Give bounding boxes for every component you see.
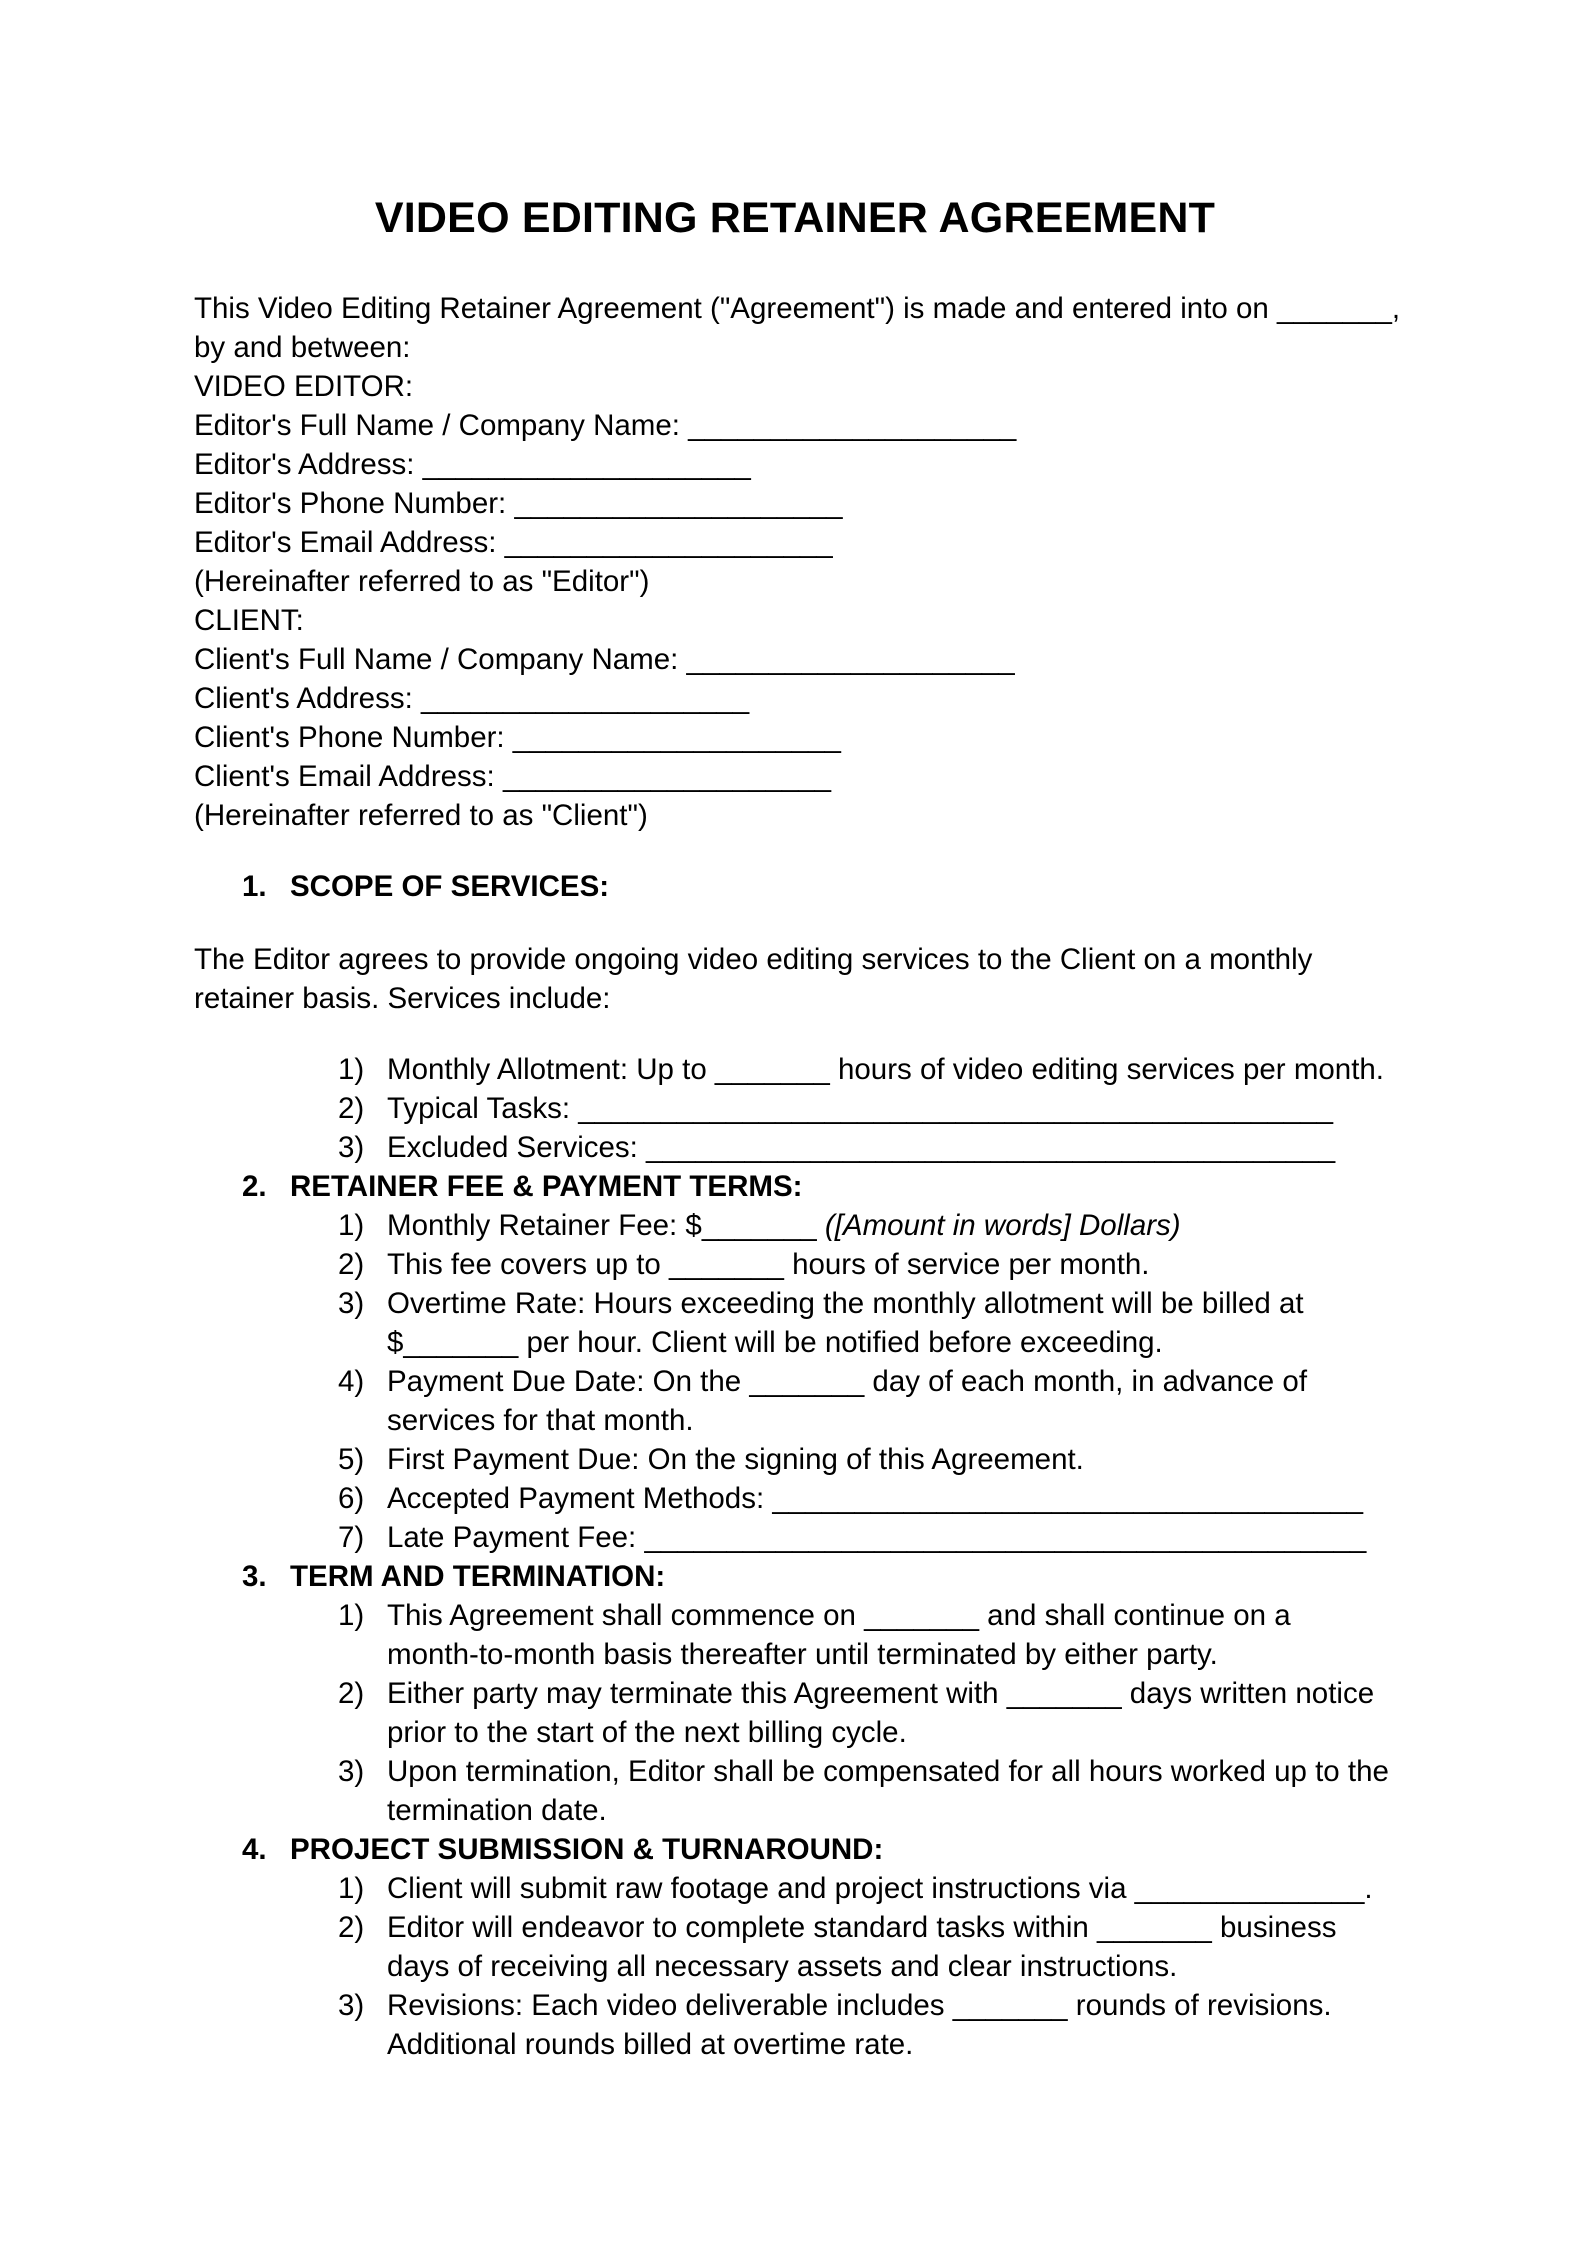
list-item (338, 1986, 1418, 2064)
list-marker: 4) (338, 1365, 365, 1398)
client-reference: (Hereinafter referred to as "Client") (194, 799, 648, 832)
list-item-text: Payment Due Date: On the _______ day of each month, in advance of (387, 1365, 1308, 1398)
list-marker: 2) (338, 1092, 365, 1125)
paragraph-line: retainer basis. Services include: (194, 982, 611, 1015)
editor-reference: (Hereinafter referred to as "Editor") (194, 565, 650, 598)
list-item-text: Overtime Rate: Hours exceeding the monthly allotment will be billed at (387, 1287, 1304, 1320)
list-marker: 1) (338, 1599, 365, 1632)
list-item-text: Accepted Payment Methods: ____________________________________ (387, 1482, 1363, 1515)
list-item (338, 1596, 1418, 1674)
list-marker: 3) (338, 1989, 365, 2022)
intro-line: This Video Editing Retainer Agreement ("Agreement") is made and entered into on _______, (194, 292, 1401, 325)
list-item-text: prior to the start of the next billing cycle. (387, 1716, 907, 1749)
list-item-text: days of receiving all necessary assets and clear instructions. (387, 1950, 1178, 1983)
editor-name-field: Editor's Full Name / Company Name: ____________________ (194, 409, 1017, 442)
list-marker: 2) (338, 1677, 365, 1710)
list-item-text: Additional rounds billed at overtime rate. (387, 2028, 914, 2061)
list-item-text: Revisions: Each video deliverable includes _______ rounds of revisions. (387, 1989, 1332, 2022)
editor-email-field: Editor's Email Address: ____________________ (194, 526, 833, 559)
editor-heading: VIDEO EDITOR: (194, 370, 414, 403)
client-email-field: Client's Email Address: ____________________ (194, 760, 832, 793)
section-heading (242, 867, 609, 906)
list-marker: 2) (338, 1248, 365, 1281)
list-item (338, 1206, 1418, 1245)
section-paragraph (194, 940, 1424, 1018)
intro-block (194, 289, 1424, 835)
list-item-text: $_______ per hour. Client will be notified before exceeding. (387, 1326, 1163, 1359)
list-marker: 1) (338, 1209, 365, 1242)
list-marker: 1) (338, 1872, 365, 1905)
section-number: 4. (242, 1833, 267, 1866)
section-heading (242, 1167, 802, 1206)
list-item-text: Typical Tasks: ______________________________________________ (387, 1092, 1333, 1125)
list-item-text: month-to-month basis thereafter until terminated by either party. (387, 1638, 1218, 1671)
list-item (338, 1674, 1418, 1752)
list-item-text: services for that month. (387, 1404, 694, 1437)
list-marker: 3) (338, 1131, 365, 1164)
list-item-text: This Agreement shall commence on _______ and shall continue on a (387, 1599, 1291, 1632)
list-item-text: Late Payment Fee: ____________________________________________ (387, 1521, 1367, 1554)
list-item (338, 1362, 1418, 1440)
section-number: 1. (242, 870, 267, 903)
paragraph-line: The Editor agrees to provide ongoing video editing services to the Client on a monthly (194, 943, 1313, 976)
list-item (338, 1128, 1418, 1167)
submission-list (338, 1869, 1418, 2064)
fee-text: Monthly Retainer Fee: $_______ (387, 1209, 825, 1242)
list-item-text: termination date. (387, 1794, 607, 1827)
list-item (338, 1869, 1418, 1908)
list-marker: 6) (338, 1482, 365, 1515)
section-number: 2. (242, 1170, 267, 1203)
list-marker: 5) (338, 1443, 365, 1476)
amount-in-words: ([Amount in words] Dollars) (824, 1209, 1181, 1242)
section-title: PROJECT SUBMISSION & TURNAROUND: (290, 1833, 884, 1866)
client-address-field: Client's Address: ____________________ (194, 682, 750, 715)
list-item (338, 1050, 1418, 1089)
list-item-text: This fee covers up to _______ hours of service per month. (387, 1248, 1150, 1281)
section-title: TERM AND TERMINATION: (290, 1560, 666, 1593)
list-item (338, 1089, 1418, 1128)
document-title: VIDEO EDITING RETAINER AGREEMENT (374, 194, 1216, 242)
client-name-field: Client's Full Name / Company Name: ____________________ (194, 643, 1015, 676)
list-item-text: Excluded Services: __________________________________________ (387, 1131, 1336, 1164)
list-item (338, 1908, 1418, 1986)
list-item (338, 1284, 1418, 1362)
list-item-text: First Payment Due: On the signing of this Agreement. (387, 1443, 1084, 1476)
scope-list (338, 1050, 1418, 1167)
fee-list (338, 1206, 1418, 1557)
list-marker: 3) (338, 1755, 365, 1788)
list-item-text (387, 1206, 1418, 1245)
list-item (338, 1440, 1418, 1479)
editor-address-field: Editor's Address: ____________________ (194, 448, 751, 481)
section-title: SCOPE OF SERVICES: (290, 870, 610, 903)
term-list (338, 1596, 1418, 1830)
section-title: RETAINER FEE & PAYMENT TERMS: (290, 1170, 803, 1203)
list-item (338, 1245, 1418, 1284)
client-phone-field: Client's Phone Number: ____________________ (194, 721, 841, 754)
list-item-text: Client will submit raw footage and project instructions via ______________. (387, 1872, 1373, 1905)
list-item-text: Upon termination, Editor shall be compensated for all hours worked up to the (387, 1755, 1389, 1788)
list-item-text: Editor will endeavor to complete standard tasks within _______ business (387, 1911, 1337, 1944)
list-marker: 2) (338, 1911, 365, 1944)
list-item (338, 1518, 1418, 1557)
list-item (338, 1479, 1418, 1518)
editor-phone-field: Editor's Phone Number: ____________________ (194, 487, 843, 520)
section-heading (242, 1830, 883, 1869)
list-item (338, 1752, 1418, 1830)
section-heading (242, 1557, 665, 1596)
list-item-text: Monthly Allotment: Up to _______ hours of video editing services per month. (387, 1053, 1385, 1086)
list-marker: 3) (338, 1287, 365, 1320)
list-marker: 1) (338, 1053, 365, 1086)
client-heading: CLIENT: (194, 604, 304, 637)
section-number: 3. (242, 1560, 267, 1593)
intro-line: by and between: (194, 331, 411, 364)
list-marker: 7) (338, 1521, 365, 1554)
list-item-text: Either party may terminate this Agreement with _______ days written notice (387, 1677, 1375, 1710)
